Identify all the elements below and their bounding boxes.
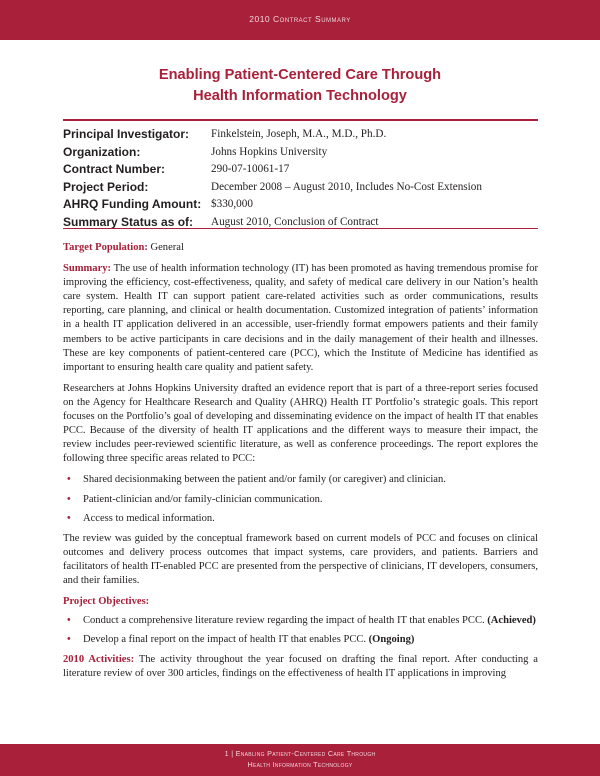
meta-value: August 2010, Conclusion of Contract: [211, 215, 379, 228]
meta-funding-amount: [63, 197, 543, 215]
research-paragraph: Researchers at Johns Hopkins University drafted an evidence report that is part of a three-report series focused on the Agency for Healthcare Research and Quality (AHRQ) Health IT Portfolio’s strategic goals. This report focuses on the Portfolio’s goal of developing and disseminating evidence on the impact of health IT that enables PCC. Because of the diversity of health IT applications and the different ways to measure their impact, the review includes peer-reviewed scientific literature, as well as conference proceedings. The report explores the following three specific areas related to PCC:: [63, 382, 538, 465]
footer-line-1: 1 | Enabling Patient-Centered Care Through: [224, 749, 376, 758]
activities-text: The activity throughout the year focused on drafting the final report. After conducting a literature review of over 300 articles, findings on the effectiveness of health IT applications in improving: [63, 654, 538, 680]
footer-title-line-1: Enabling Patient-Centered Care Through: [235, 749, 376, 758]
bullet-icon: •: [67, 474, 71, 486]
list-item: [63, 512, 538, 526]
meta-key: Summary Status as of:: [63, 214, 194, 229]
footer-title-line-2: Health Information Technology: [247, 759, 353, 769]
objective-status: (Achieved): [487, 615, 536, 627]
meta-contract-number: [63, 162, 543, 180]
meta-value: 290-07-10061-17: [211, 163, 290, 175]
summary-label: Summary:: [63, 263, 112, 275]
activities-label: 2010 Activities:: [63, 654, 135, 666]
footer-band: [0, 744, 600, 776]
header-band: [0, 0, 600, 40]
activities-paragraph: [63, 653, 538, 681]
meta-value: December 2008 – August 2010, Includes No-Cost Extension: [211, 180, 482, 193]
page-number: 1: [224, 749, 229, 758]
title-line-1: Enabling Patient-Centered Care Through: [158, 67, 442, 83]
bullet-icon: •: [67, 493, 71, 505]
summary-paragraph: [63, 262, 538, 375]
bullet-icon: •: [67, 615, 71, 627]
summary-text: The use of health information technology (IT) has been promoted as having tremendous promise for improving the efficiency, cost-effectiveness, quality, and safety of medical care delivery in our Nation’s health care system. Health IT can support patient care-related activities such as order communications, results reporting, care planning, and clinical or health documentation. Customized integration of patients’ information in a health IT application delivered in an accessible, user-friendly format empowers patients and their family members to be active participants in care decisions and in the daily management of their health and illnesses. These are key components of patient-centered care (PCC), which the Institute of Medicine has identified as important to ensuring health care quality and patient safety.: [63, 263, 538, 373]
target-population: [63, 241, 538, 255]
title-line-2: Health Information Technology: [193, 88, 407, 104]
header-band-label: 2010 Contract Summary: [249, 14, 351, 24]
document-title: [40, 65, 560, 107]
meta-summary-status: [63, 215, 543, 233]
meta-project-period: [63, 180, 543, 198]
meta-key: AHRQ Funding Amount:: [63, 197, 202, 211]
objective-text: Develop a final report on the impact of health IT that enables PCC.: [83, 634, 369, 646]
objective-text: Conduct a comprehensive literature review regarding the impact of health IT that enables PCC.: [83, 615, 488, 627]
target-population-label: Target Population:: [63, 242, 148, 253]
bullet-icon: •: [67, 512, 71, 524]
meta-value: Finkelstein, Joseph, M.A., M.D., Ph.D.: [211, 128, 387, 140]
objectives-list: [63, 614, 538, 647]
list-item: [63, 633, 538, 647]
objectives-heading: [63, 595, 538, 609]
pcc-areas-list: [63, 473, 538, 525]
meta-key: Principal Investigator:: [63, 127, 190, 141]
objective-status: (Ongoing): [368, 634, 415, 646]
footer: [0, 749, 600, 770]
list-item: [63, 493, 538, 507]
meta-key: Organization:: [63, 144, 141, 159]
document-body: [63, 241, 538, 689]
contract-metadata: [63, 127, 543, 232]
list-item-text: Shared decisionmaking between the patient and/or family (or caregiver) and clinician.: [83, 474, 446, 486]
meta-key: Contract Number:: [63, 162, 166, 176]
meta-value: Johns Hopkins University: [211, 145, 328, 158]
meta-principal-investigator: [63, 127, 543, 145]
list-item-text: Access to medical information.: [83, 512, 215, 524]
meta-key: Project Period:: [63, 179, 149, 194]
list-item: [63, 614, 538, 628]
list-item-text: Patient-clinician and/or family-clinician communication.: [83, 493, 323, 505]
bottom-divider: [63, 228, 538, 229]
top-divider: [63, 119, 538, 121]
target-population-text: General: [147, 242, 184, 253]
objectives-heading-label: Project Objectives:: [63, 596, 150, 608]
framework-paragraph: The review was guided by the conceptual framework based on current models of PCC and focuses on clinical outcomes and delivery process outcomes that impact systems, care providers, and patients. Barriers and facilitators of health IT-enabled PCC are presented from the perspective of clinicians, IT developers, consumers, and their families.: [63, 532, 538, 586]
meta-organization: [63, 145, 543, 163]
bullet-icon: •: [67, 634, 71, 646]
meta-value: $330,000: [211, 198, 253, 210]
list-item: [63, 473, 538, 487]
